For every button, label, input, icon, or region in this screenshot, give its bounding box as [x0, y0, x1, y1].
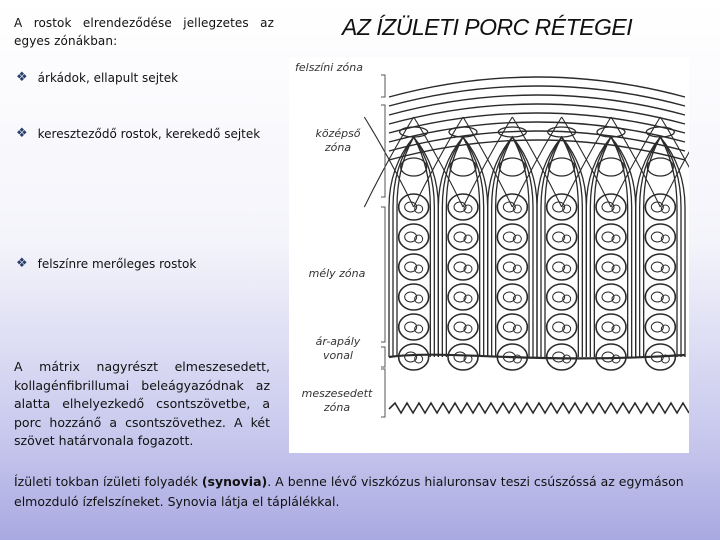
- column-cell: [497, 224, 527, 250]
- surface-arc: [389, 113, 685, 133]
- bullet-text-3: felszínre merőleges rostok: [37, 256, 197, 271]
- column-cell: [645, 224, 675, 250]
- column-cell: [547, 254, 577, 280]
- column-cell: [399, 254, 429, 280]
- bullet-text-2: kereszteződő rostok, kerekedő sejtek: [37, 126, 261, 141]
- column-cell: [596, 254, 626, 280]
- column-cell: [547, 344, 577, 370]
- column-cell: [645, 284, 675, 310]
- column-cell: [547, 224, 577, 250]
- label-tidemark-2: vonal: [322, 349, 353, 362]
- crossing-fiber: [463, 117, 512, 207]
- column-cell: [645, 254, 675, 280]
- label-calcified-zone-2: zóna: [323, 401, 351, 414]
- label-middle-zone-2: zóna: [324, 141, 352, 154]
- zone-bracket: [381, 207, 385, 342]
- footer-text-end: . A benne lévő viszkózus hialuronsav teszi csúszóssá az egymáson elmozduló ízfelszíneket. Synovia látja el táplálékkal.: [14, 474, 684, 509]
- column-cell: [448, 224, 478, 250]
- surface-arc: [389, 131, 685, 151]
- column-cell: [399, 284, 429, 310]
- column-cell: [448, 254, 478, 280]
- bullet-item-3: [16, 256, 196, 271]
- column-cell: [645, 314, 675, 340]
- zone-bracket: [381, 347, 385, 367]
- column-cell: [497, 284, 527, 310]
- bullet-item-2: [16, 126, 260, 141]
- label-tidemark-1: ár-apály: [315, 335, 361, 348]
- surface-arc: [389, 86, 685, 106]
- crossing-fiber: [562, 117, 611, 207]
- diamond-bullet-icon: ❖: [16, 70, 28, 85]
- bone-boundary: [389, 403, 689, 413]
- label-deep-zone: mély zóna: [308, 267, 366, 280]
- column-cell: [448, 284, 478, 310]
- label-middle-zone-1: középső: [315, 127, 361, 140]
- round-cell: [450, 158, 476, 176]
- column-cell: [399, 224, 429, 250]
- round-cell: [647, 158, 673, 176]
- diamond-bullet-icon: ❖: [16, 256, 28, 271]
- column-cell: [596, 284, 626, 310]
- column-cell: [497, 254, 527, 280]
- column-cell: [399, 344, 429, 370]
- column-cell: [547, 314, 577, 340]
- intro-text: A rostok elrendeződése jellegzetes az egyes zónákban:: [14, 16, 274, 48]
- column-cell: [547, 284, 577, 310]
- label-calcified-zone-1: meszesedett: [301, 387, 373, 400]
- surface-arc: [389, 104, 685, 124]
- round-cell: [499, 158, 525, 176]
- bullet-text-1: árkádok, ellapult sejtek: [37, 70, 179, 85]
- column-cell: [497, 314, 527, 340]
- zone-bracket: [381, 369, 385, 417]
- crossing-fiber: [562, 117, 611, 207]
- bullet-item-1: [16, 70, 178, 85]
- footer-bold-term: (synovia): [201, 474, 268, 489]
- column-cell: [448, 314, 478, 340]
- diamond-bullet-icon: ❖: [16, 126, 28, 141]
- column-cell: [399, 314, 429, 340]
- matrix-paragraph: A mátrix nagyrészt elmeszesedett, kollagénfibrillumai beleágyazódnak az alatta elhelyezkedő csontszövetbe, a porc hozzánő a csontszövethez. A két szövet határvonala fogazott.: [14, 359, 270, 448]
- footer-text-start: Ízületi tokban ízületi folyadék: [14, 474, 202, 489]
- page-title: AZ ÍZÜLETI PORC RÉTEGEI: [342, 14, 633, 40]
- round-cell: [549, 158, 575, 176]
- crossing-fiber: [463, 117, 512, 207]
- surface-arc: [389, 77, 685, 97]
- cartilage-layers-figure: [289, 57, 689, 453]
- label-surface-zone: felszíni zóna: [295, 61, 363, 74]
- column-cell: [596, 224, 626, 250]
- column-cell: [596, 314, 626, 340]
- round-cell: [401, 158, 427, 176]
- surface-arc: [389, 122, 685, 142]
- column-cell: [448, 344, 478, 370]
- round-cell: [598, 158, 624, 176]
- synovia-footer: [14, 472, 714, 512]
- zone-bracket: [381, 75, 385, 97]
- surface-arc: [389, 95, 685, 115]
